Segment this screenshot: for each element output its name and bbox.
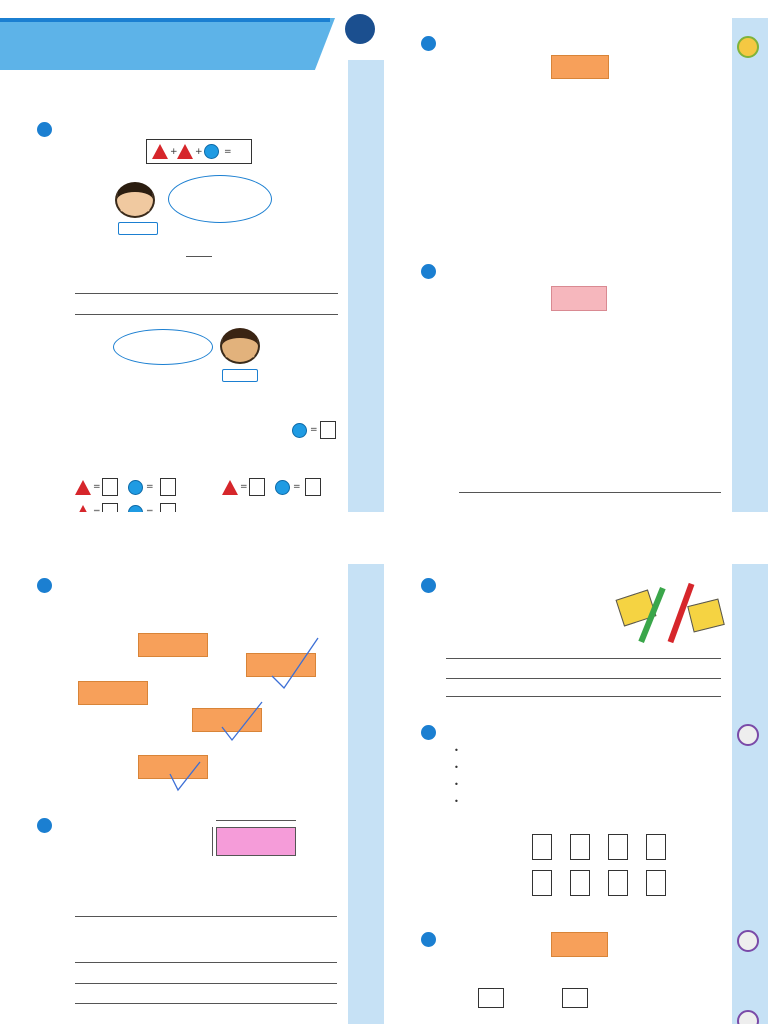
plus-sign: + [195, 147, 203, 157]
equals-sign: = [293, 482, 301, 492]
digit-card[interactable] [570, 834, 590, 860]
question-number [421, 264, 436, 279]
equals-sign: = [146, 482, 154, 492]
digit-card[interactable] [608, 870, 628, 896]
question-number [421, 578, 436, 593]
dimension-line [212, 827, 213, 856]
equals-sign: = [240, 482, 248, 492]
equation-card [551, 55, 609, 79]
tick-marks [0, 512, 384, 1024]
tag-text [689, 602, 718, 609]
dora-name-label [222, 369, 258, 382]
tag-text [617, 593, 647, 603]
digit-card[interactable] [532, 834, 552, 860]
title-banner [0, 18, 335, 70]
pen-price-tag [687, 599, 725, 633]
answer-line [75, 314, 338, 315]
circle-icon [128, 480, 143, 495]
answer-line [75, 962, 337, 963]
plus-sign: + [170, 147, 178, 157]
worksheet-page-1 [0, 0, 384, 512]
bullet-item: • [454, 745, 459, 755]
dexter-name-label [118, 222, 158, 235]
circle-value-box[interactable] [160, 503, 176, 512]
circle-icon [128, 505, 143, 512]
rectangle-diagram [216, 827, 296, 856]
medal-icon [737, 36, 759, 58]
medal-icon [737, 724, 759, 746]
triangle-icon [75, 480, 91, 495]
dimension-line [216, 820, 296, 821]
circle-answer-box[interactable] [320, 421, 336, 439]
answer-line [75, 293, 338, 294]
circle-value-box[interactable] [160, 478, 176, 496]
question-number [37, 818, 52, 833]
number-puzzle [146, 139, 252, 164]
answer-line [459, 492, 721, 493]
logo [345, 14, 375, 44]
equation-card [551, 932, 608, 957]
answer-line [446, 696, 721, 697]
bullet-item: • [454, 762, 459, 772]
equation-card [551, 286, 607, 311]
worksheet-page-2 [384, 0, 768, 512]
side-strip [732, 18, 768, 512]
answer-line [75, 916, 337, 917]
circle-icon [292, 423, 307, 438]
tag-text [689, 602, 718, 609]
bullet-item: • [454, 796, 459, 806]
circle-icon [275, 480, 290, 495]
side-strip [348, 60, 384, 512]
question-number [421, 932, 436, 947]
equals-sign: = [93, 507, 101, 512]
answer-line [446, 678, 721, 679]
digit-card[interactable] [646, 834, 666, 860]
dexter-speech-bubble [168, 175, 272, 223]
triangle-value-box[interactable] [249, 478, 265, 496]
title-banner-edge [0, 18, 330, 22]
question-number [421, 36, 436, 51]
worksheet-page-3 [0, 512, 384, 1024]
medal-icon [737, 930, 759, 952]
triangle-icon [177, 144, 193, 159]
digit-card[interactable] [532, 870, 552, 896]
equals-sign: = [146, 507, 154, 512]
side-strip [732, 564, 768, 1024]
triangle-icon [75, 505, 91, 512]
answer-line [446, 658, 721, 659]
equals-sign: = [224, 147, 232, 157]
answer-line [75, 1003, 337, 1004]
dexter-avatar [115, 182, 155, 218]
digit-card[interactable] [646, 870, 666, 896]
dora-avatar [220, 328, 260, 364]
equals-sign: = [310, 425, 318, 435]
question-number [421, 725, 436, 740]
triangle-value-box[interactable] [102, 503, 118, 512]
b-value-box[interactable] [562, 988, 588, 1008]
triangle-value-box[interactable] [102, 478, 118, 496]
circle-value-box[interactable] [305, 478, 321, 496]
answer-line [186, 256, 212, 257]
question-number [37, 122, 52, 137]
circle-icon [204, 144, 219, 159]
a-value-box[interactable] [478, 988, 504, 1008]
worksheet-page-4 [384, 512, 768, 1024]
digit-card[interactable] [570, 870, 590, 896]
triangle-icon [222, 480, 238, 495]
tag-text [617, 593, 647, 603]
triangle-icon [152, 144, 168, 159]
equals-sign: = [93, 482, 101, 492]
digit-card[interactable] [608, 834, 628, 860]
answer-line [75, 983, 337, 984]
dora-speech-bubble [113, 329, 213, 365]
bullet-item: • [454, 779, 459, 789]
